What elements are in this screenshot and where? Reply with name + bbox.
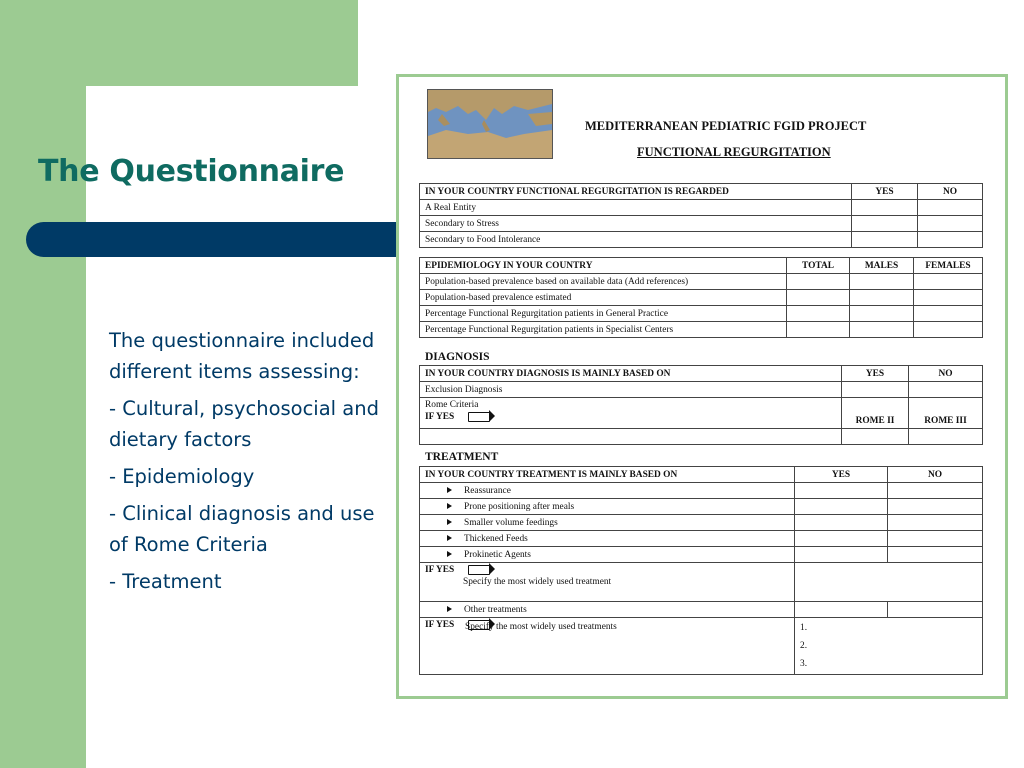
specify-cell xyxy=(420,618,795,675)
males-header: MALES xyxy=(850,258,914,274)
diagnosis-header: IN YOUR COUNTRY DIAGNOSIS IS MAINLY BASED ON xyxy=(420,366,842,382)
bullet-cultural: - Cultural, psychosocial and dietary factors xyxy=(109,397,379,451)
males-cell[interactable] xyxy=(850,322,914,338)
table-row xyxy=(420,200,983,216)
slide-title: The Questionnaire xyxy=(38,154,345,189)
answer-number: 1. xyxy=(800,623,808,633)
bullet-intro: The questionnaire included different items assessing: xyxy=(109,329,375,383)
row-label: Reassurance xyxy=(464,485,511,496)
females-cell[interactable] xyxy=(914,306,983,322)
table-row xyxy=(420,602,983,618)
bullet-diagnosis: - Clinical diagnosis and use of Rome Criteria xyxy=(109,502,375,556)
bullet-epidemiology: - Epidemiology xyxy=(109,465,255,488)
females-cell[interactable] xyxy=(914,290,983,306)
treatment-table xyxy=(419,466,983,675)
document-subtitle: FUNCTIONAL REGURGITATION xyxy=(637,145,831,159)
numbered-answer-cell[interactable] xyxy=(795,618,983,675)
row-label: Population-based prevalence based on available data (Add references) xyxy=(420,274,787,290)
yes-cell[interactable] xyxy=(852,216,918,232)
rome3-answer-cell[interactable] xyxy=(909,429,983,445)
bullet-arrow-icon xyxy=(447,551,452,557)
diagnosis-no-header: NO xyxy=(909,366,983,382)
bullet-arrow-icon xyxy=(447,606,452,612)
table-row xyxy=(420,274,983,290)
top-green-band xyxy=(0,0,358,86)
yes-cell[interactable] xyxy=(852,200,918,216)
blank-cell xyxy=(420,429,842,445)
yes-cell[interactable] xyxy=(795,547,888,563)
rome3-label: ROME III xyxy=(924,416,967,426)
total-cell[interactable] xyxy=(787,322,850,338)
bullet-arrow-icon xyxy=(447,535,452,541)
no-cell[interactable] xyxy=(888,602,983,618)
males-cell[interactable] xyxy=(850,306,914,322)
row-label: A Real Entity xyxy=(420,200,852,216)
row-label: Secondary to Stress xyxy=(420,216,852,232)
table-row xyxy=(420,563,983,602)
table-row xyxy=(420,499,983,515)
if-yes-text: IF YES xyxy=(425,412,455,422)
yes-cell[interactable] xyxy=(842,382,909,398)
bullet-arrow-icon xyxy=(447,487,452,493)
no-cell[interactable] xyxy=(918,216,983,232)
treatment-section-title: TREATMENT xyxy=(425,451,499,463)
rome2-cell[interactable] xyxy=(842,398,909,429)
row-label: Percentage Functional Regurgitation patients in Specialist Centers xyxy=(420,322,787,338)
total-header: TOTAL xyxy=(787,258,850,274)
males-cell[interactable] xyxy=(850,290,914,306)
arrow-right-icon xyxy=(468,565,490,575)
no-cell[interactable] xyxy=(888,499,983,515)
treatment-header: IN YOUR COUNTRY TREATMENT IS MAINLY BASED ON xyxy=(420,467,795,483)
table-row xyxy=(420,290,983,306)
bullet-treatment: - Treatment xyxy=(109,570,222,593)
table-row xyxy=(420,306,983,322)
yes-cell[interactable] xyxy=(795,531,888,547)
no-cell[interactable] xyxy=(909,382,983,398)
if-yes-text: IF YES xyxy=(425,620,455,630)
questionnaire-document xyxy=(396,74,1008,699)
row-label: Prone positioning after meals xyxy=(464,501,575,512)
row-label: Secondary to Food Intolerance xyxy=(420,232,852,248)
yes-cell[interactable] xyxy=(795,515,888,531)
females-cell[interactable] xyxy=(914,322,983,338)
yes-cell[interactable] xyxy=(795,602,888,618)
row-label: Thickened Feeds xyxy=(464,533,528,544)
no-cell[interactable] xyxy=(888,531,983,547)
specify-text: Specify the most widely used treatments xyxy=(465,622,617,632)
mediterranean-map-image xyxy=(427,89,553,159)
regarded-yes-header: YES xyxy=(852,184,918,200)
regarded-no-header: NO xyxy=(918,184,983,200)
no-cell[interactable] xyxy=(888,547,983,563)
document-title: MEDITERRANEAN PEDIATRIC FGID PROJECT xyxy=(585,119,867,133)
row-label: Smaller volume feedings xyxy=(464,517,558,528)
table-row xyxy=(420,618,983,675)
treatment-no-header: NO xyxy=(888,467,983,483)
total-cell[interactable] xyxy=(787,274,850,290)
no-cell[interactable] xyxy=(888,483,983,499)
table-row xyxy=(420,547,983,563)
no-cell[interactable] xyxy=(888,515,983,531)
total-cell[interactable] xyxy=(787,306,850,322)
table-row xyxy=(420,515,983,531)
rome2-label: ROME II xyxy=(855,416,895,426)
row-label-cell xyxy=(420,531,795,547)
row-label-cell xyxy=(420,602,795,618)
if-yes-label xyxy=(425,564,789,576)
yes-cell[interactable] xyxy=(795,483,888,499)
row-label: Rome Criteria xyxy=(425,400,479,410)
bullet-arrow-icon xyxy=(447,503,452,509)
table-row xyxy=(420,531,983,547)
males-cell[interactable] xyxy=(850,274,914,290)
row-label: Other treatments xyxy=(464,604,527,615)
diagnosis-section-title: DIAGNOSIS xyxy=(425,351,490,363)
table-row xyxy=(420,216,983,232)
treatment-yes-header: YES xyxy=(795,467,888,483)
row-label-cell xyxy=(420,515,795,531)
specify-cell xyxy=(420,563,795,602)
diagnosis-yes-header: YES xyxy=(842,366,909,382)
row-label: Prokinetic Agents xyxy=(464,549,531,560)
rome3-cell[interactable] xyxy=(909,398,983,429)
specify-answer-cell[interactable] xyxy=(795,563,983,602)
no-cell[interactable] xyxy=(918,232,983,248)
yes-cell[interactable] xyxy=(795,499,888,515)
row-label-cell xyxy=(420,499,795,515)
if-yes-text: IF YES xyxy=(425,565,455,575)
row-label: Percentage Functional Regurgitation patients in General Practice xyxy=(420,306,787,322)
epidemiology-header: EPIDEMIOLOGY IN YOUR COUNTRY xyxy=(420,258,787,274)
row-label: Population-based prevalence estimated xyxy=(420,290,787,306)
row-label-cell xyxy=(420,547,795,563)
females-cell[interactable] xyxy=(914,274,983,290)
specify-text: Specify the most widely used treatment xyxy=(463,577,612,587)
regarded-header: IN YOUR COUNTRY FUNCTIONAL REGURGITATION IS REGARDED xyxy=(420,184,852,200)
no-cell[interactable] xyxy=(918,200,983,216)
rome-criteria-cell xyxy=(420,398,842,429)
row-label: Exclusion Diagnosis xyxy=(420,382,842,398)
arrow-right-icon xyxy=(468,412,490,422)
left-green-band xyxy=(0,0,86,768)
title-underline-bar xyxy=(26,222,398,257)
yes-cell[interactable] xyxy=(852,232,918,248)
table-row xyxy=(420,322,983,338)
females-header: FEMALES xyxy=(914,258,983,274)
table-row xyxy=(420,382,983,398)
arrow-right-icon xyxy=(468,620,490,630)
total-cell[interactable] xyxy=(787,290,850,306)
table-row xyxy=(420,429,983,445)
regarded-table xyxy=(419,183,983,248)
table-row xyxy=(420,483,983,499)
table-row xyxy=(420,232,983,248)
answer-number: 2. xyxy=(800,641,808,651)
table-row xyxy=(420,398,983,429)
answer-number: 3. xyxy=(800,659,808,669)
if-yes-label xyxy=(425,411,836,423)
bullet-arrow-icon xyxy=(447,519,452,525)
row-label-cell xyxy=(420,483,795,499)
epidemiology-table xyxy=(419,257,983,338)
slide-bullets xyxy=(109,325,379,603)
diagnosis-table xyxy=(419,365,983,445)
rome2-answer-cell[interactable] xyxy=(842,429,909,445)
